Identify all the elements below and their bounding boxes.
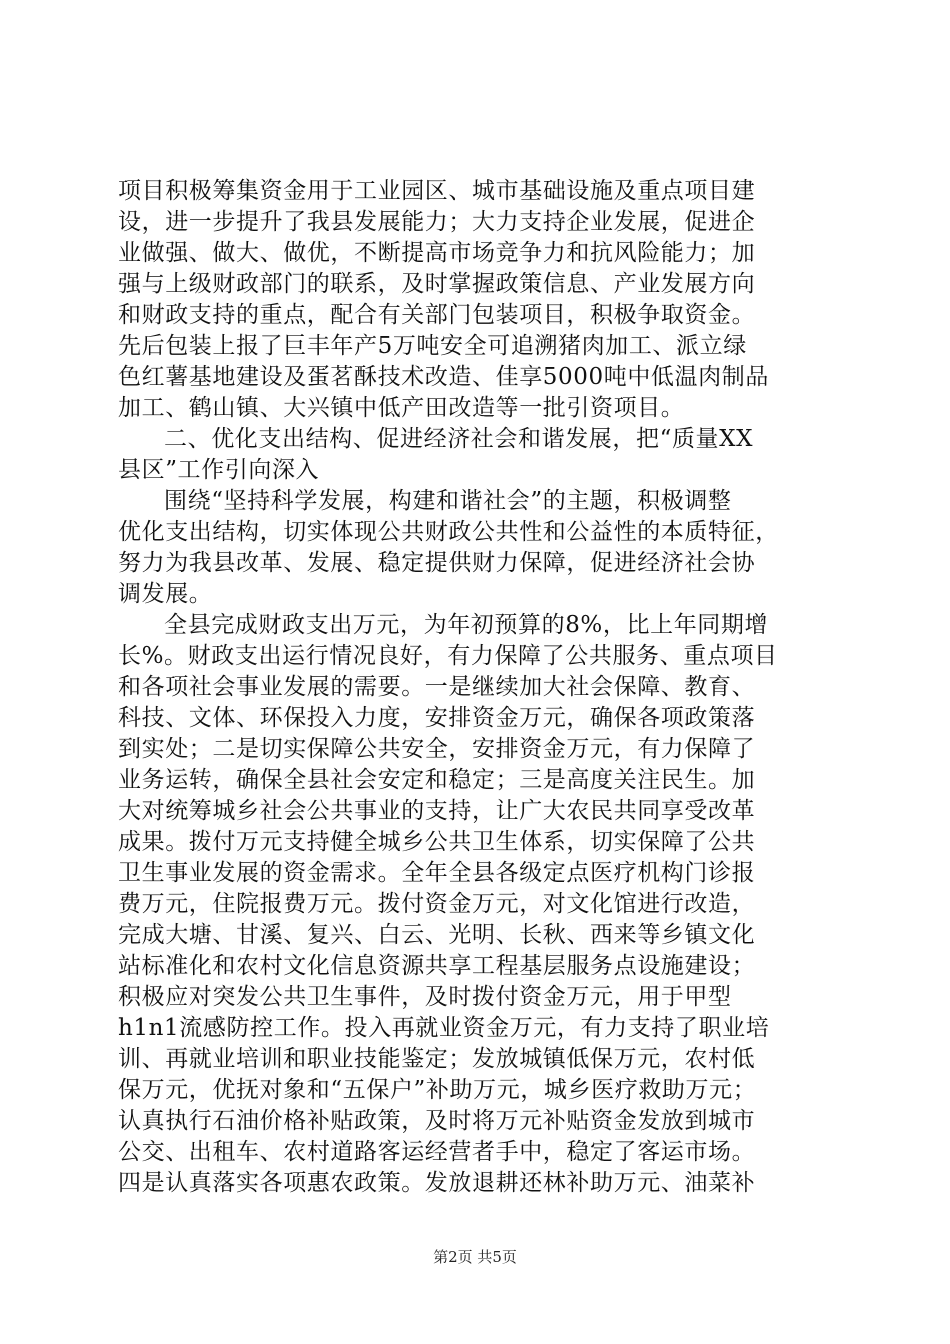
- text-line: 和财政支持的重点，配合有关部门包装项目，积极争取资金。: [118, 302, 756, 328]
- text-line: 和各项社会事业发展的需要。一是继续加大社会保障、教育、: [118, 674, 756, 700]
- page-number-footer: 第2页 共5页: [433, 1248, 517, 1266]
- text-line: 科技、文体、环保投入力度，安排资金万元，确保各项政策落: [118, 705, 756, 731]
- text-line: 调发展。: [118, 581, 213, 607]
- text-line: 卫生事业发展的资金需求。全年全县各级定点医疗机构门诊报: [118, 860, 756, 886]
- text-line: 强与上级财政部门的联系，及时掌握政策信息、产业发展方向: [118, 271, 756, 297]
- text-line: 全县完成财政支出万元，为年初预算的8%，比上年同期增: [164, 612, 769, 638]
- text-line: 四是认真落实各项惠农政策。发放退耕还林补助万元、油菜补: [118, 1170, 756, 1196]
- text-line: 成果。拨付万元支持健全城乡公共卫生体系，切实保障了公共: [118, 829, 756, 855]
- text-line: 长%。财政支出运行情况良好，有力保障了公共服务、重点项目: [118, 643, 778, 669]
- text-line: 完成大塘、甘溪、复兴、白云、光明、长秋、西来等乡镇文化: [118, 922, 756, 948]
- document-body: [118, 176, 838, 1199]
- text-line: 业务运转，确保全县社会安定和稳定；三是高度关注民生。加: [118, 767, 756, 793]
- text-line: h1n1流感防控工作。投入再就业资金万元，有力支持了职业培: [118, 1015, 770, 1041]
- text-line: 设，进一步提升了我县发展能力；大力支持企业发展，促进企: [118, 209, 756, 235]
- text-line: 训、再就业培训和职业技能鉴定；发放城镇低保万元，农村低: [118, 1046, 756, 1072]
- text-line: 色红薯基地建设及蛋茗酥技术改造、佳享5000吨中低温肉制品: [118, 364, 769, 390]
- text-line: 到实处；二是切实保障公共安全，安排资金万元，有力保障了: [118, 736, 756, 762]
- text-line: 认真执行石油价格补贴政策，及时将万元补贴资金发放到城市: [118, 1108, 756, 1134]
- text-line: 业做强、做大、做优，不断提高市场竞争力和抗风险能力；加: [118, 240, 756, 266]
- section-heading-line: 县区”工作引向深入: [118, 457, 320, 483]
- text-line: 项目积极筹集资金用于工业园区、城市基础设施及重点项目建: [118, 178, 756, 204]
- text-line: 大对统筹城乡社会公共事业的支持，让广大农民共同享受改革: [118, 798, 756, 824]
- text-line: 积极应对突发公共卫生事件，及时拨付资金万元，用于甲型: [118, 984, 732, 1010]
- text-line: 保万元，优抚对象和“五保户”补助万元，城乡医疗救助万元；: [118, 1077, 757, 1103]
- text-line: 加工、鹤山镇、大兴镇中低产田改造等一批引资项目。: [118, 395, 685, 421]
- text-line: 围绕“坚持科学发展，构建和谐社会”的主题，积极调整: [164, 488, 732, 514]
- text-line: 努力为我县改革、发展、稳定提供财力保障，促进经济社会协: [118, 550, 756, 576]
- text-line: 站标准化和农村文化信息资源共享工程基层服务点设施建设；: [118, 953, 756, 979]
- text-line: 费万元，住院报费万元。拨付资金万元，对文化馆进行改造，: [118, 891, 756, 917]
- text-line: 先后包装上报了巨丰年产5万吨安全可追溯猪肉加工、派立绿: [118, 333, 747, 359]
- section-heading-line: 二、优化支出结构、促进经济社会和谐发展，把“质量XX: [164, 426, 754, 452]
- text-line: 优化支出结构，切实体现公共财政公共性和公益性的本质特征，: [118, 519, 779, 545]
- text-line: 公交、出租车、农村道路客运经营者手中，稳定了客运市场。: [118, 1139, 756, 1165]
